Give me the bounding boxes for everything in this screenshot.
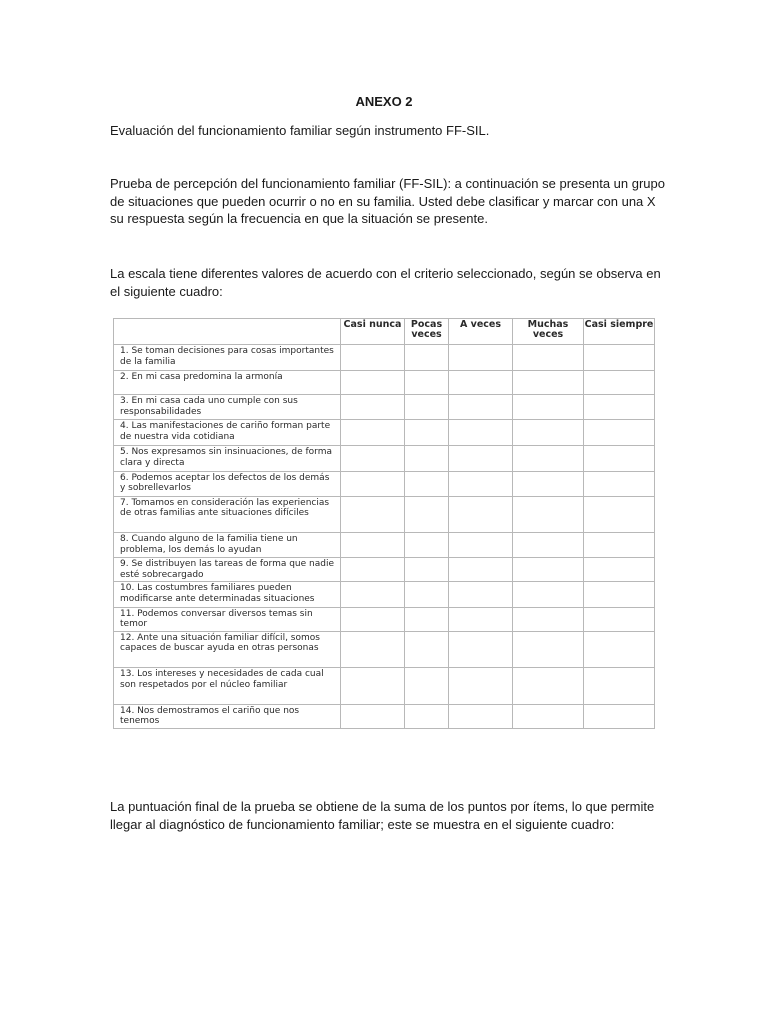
survey-item: 11. Podemos conversar diversos temas sin temor bbox=[114, 607, 341, 631]
answer-cell[interactable] bbox=[341, 668, 405, 705]
table-row bbox=[114, 345, 655, 371]
answer-cell[interactable] bbox=[405, 446, 449, 471]
column-header: Casi nunca bbox=[341, 319, 405, 345]
answer-cell[interactable] bbox=[449, 446, 513, 471]
table-row bbox=[114, 471, 655, 496]
answer-cell[interactable] bbox=[405, 345, 449, 371]
answer-cell[interactable] bbox=[449, 668, 513, 705]
survey-item: 7. Tomamos en consideración las experiencias de otras familias ante situaciones difíciles bbox=[114, 496, 341, 533]
table-header-row bbox=[114, 319, 655, 345]
answer-cell[interactable] bbox=[584, 420, 655, 446]
table-row bbox=[114, 533, 655, 558]
answer-cell[interactable] bbox=[341, 607, 405, 631]
answer-cell[interactable] bbox=[449, 420, 513, 446]
answer-cell[interactable] bbox=[405, 533, 449, 558]
answer-cell[interactable] bbox=[405, 471, 449, 496]
scale-paragraph: La escala tiene diferentes valores de acuerdo con el criterio seleccionado, según se observa en el siguiente cuadro: bbox=[110, 266, 661, 299]
answer-cell[interactable] bbox=[449, 631, 513, 668]
closing-paragraph: La puntuación final de la prueba se obtiene de la suma de los puntos por ítems, lo que permite llegar al diagnóstico de funcionamiento familiar; este se muestra en el siguiente cuadro: bbox=[110, 799, 655, 832]
answer-cell[interactable] bbox=[405, 371, 449, 395]
answer-cell[interactable] bbox=[341, 582, 405, 607]
table-row bbox=[114, 607, 655, 631]
column-header: A veces bbox=[449, 319, 513, 345]
answer-cell[interactable] bbox=[513, 558, 584, 582]
answer-cell[interactable] bbox=[341, 704, 405, 728]
survey-item: 1. Se toman decisiones para cosas importantes de la familia bbox=[114, 345, 341, 371]
answer-cell[interactable] bbox=[513, 582, 584, 607]
table-row bbox=[114, 631, 655, 668]
survey-item: 5. Nos expresamos sin insinuaciones, de forma clara y directa bbox=[114, 446, 341, 471]
survey-item: 6. Podemos aceptar los defectos de los demás y sobrellevarlos bbox=[114, 471, 341, 496]
answer-cell[interactable] bbox=[584, 607, 655, 631]
table-row bbox=[114, 395, 655, 420]
intro-paragraph: Prueba de percepción del funcionamiento familiar (FF-SIL): a continuación se presenta un grupo de situaciones que pueden ocurrir o no en su familia. Usted debe clasificar y marcar con una X su respuesta según la frecuencia en que la situación se presente. bbox=[110, 176, 665, 226]
answer-cell[interactable] bbox=[341, 420, 405, 446]
answer-cell[interactable] bbox=[405, 558, 449, 582]
page-title: ANEXO 2 bbox=[355, 94, 413, 109]
answer-cell[interactable] bbox=[405, 668, 449, 705]
answer-cell[interactable] bbox=[584, 704, 655, 728]
answer-cell[interactable] bbox=[584, 496, 655, 533]
survey-item: 2. En mi casa predomina la armonía bbox=[114, 371, 341, 395]
answer-cell[interactable] bbox=[405, 607, 449, 631]
answer-cell[interactable] bbox=[513, 631, 584, 668]
answer-cell[interactable] bbox=[449, 371, 513, 395]
column-header: Casi siempre bbox=[584, 319, 655, 345]
answer-cell[interactable] bbox=[405, 582, 449, 607]
table-row bbox=[114, 668, 655, 705]
answer-cell[interactable] bbox=[584, 631, 655, 668]
table-row bbox=[114, 420, 655, 446]
answer-cell[interactable] bbox=[513, 471, 584, 496]
table-row bbox=[114, 704, 655, 728]
answer-cell[interactable] bbox=[341, 558, 405, 582]
table-row bbox=[114, 582, 655, 607]
answer-cell[interactable] bbox=[513, 446, 584, 471]
survey-item: 13. Los intereses y necesidades de cada cual son respetados por el núcleo familiar bbox=[114, 668, 341, 705]
survey-item: 3. En mi casa cada uno cumple con sus responsabilidades bbox=[114, 395, 341, 420]
answer-cell[interactable] bbox=[513, 496, 584, 533]
ffsil-survey-table bbox=[113, 318, 655, 729]
column-header: Muchas veces bbox=[513, 319, 584, 345]
answer-cell[interactable] bbox=[513, 533, 584, 558]
survey-item: 9. Se distribuyen las tareas de forma que nadie esté sobrecargado bbox=[114, 558, 341, 582]
answer-cell[interactable] bbox=[449, 558, 513, 582]
survey-item: 10. Las costumbres familiares pueden modificarse ante determinadas situaciones bbox=[114, 582, 341, 607]
answer-cell[interactable] bbox=[449, 471, 513, 496]
answer-cell[interactable] bbox=[341, 371, 405, 395]
answer-cell[interactable] bbox=[513, 704, 584, 728]
answer-cell[interactable] bbox=[584, 471, 655, 496]
survey-item: 14. Nos demostramos el cariño que nos tenemos bbox=[114, 704, 341, 728]
table-row bbox=[114, 371, 655, 395]
answer-cell[interactable] bbox=[584, 668, 655, 705]
answer-cell[interactable] bbox=[341, 471, 405, 496]
answer-cell[interactable] bbox=[341, 631, 405, 668]
answer-cell[interactable] bbox=[513, 371, 584, 395]
answer-cell[interactable] bbox=[513, 668, 584, 705]
answer-cell[interactable] bbox=[405, 631, 449, 668]
answer-cell[interactable] bbox=[405, 496, 449, 533]
answer-cell[interactable] bbox=[513, 345, 584, 371]
answer-cell[interactable] bbox=[449, 496, 513, 533]
answer-cell[interactable] bbox=[513, 420, 584, 446]
table-row bbox=[114, 496, 655, 533]
column-header: Pocas veces bbox=[405, 319, 449, 345]
answer-cell[interactable] bbox=[405, 420, 449, 446]
answer-cell[interactable] bbox=[341, 496, 405, 533]
answer-cell[interactable] bbox=[341, 446, 405, 471]
header-blank bbox=[114, 319, 341, 345]
answer-cell[interactable] bbox=[449, 607, 513, 631]
answer-cell[interactable] bbox=[584, 446, 655, 471]
answer-cell[interactable] bbox=[405, 395, 449, 420]
answer-cell[interactable] bbox=[449, 704, 513, 728]
answer-cell[interactable] bbox=[584, 395, 655, 420]
answer-cell[interactable] bbox=[584, 345, 655, 371]
answer-cell[interactable] bbox=[405, 704, 449, 728]
table-row bbox=[114, 558, 655, 582]
answer-cell[interactable] bbox=[341, 345, 405, 371]
survey-item: 12. Ante una situación familiar difícil, somos capaces de buscar ayuda en otras personas bbox=[114, 631, 341, 668]
answer-cell[interactable] bbox=[513, 395, 584, 420]
subtitle-paragraph: Evaluación del funcionamiento familiar según instrumento FF-SIL. bbox=[110, 123, 490, 138]
survey-item: 4. Las manifestaciones de cariño forman parte de nuestra vida cotidiana bbox=[114, 420, 341, 446]
answer-cell[interactable] bbox=[449, 395, 513, 420]
answer-cell[interactable] bbox=[341, 395, 405, 420]
answer-cell[interactable] bbox=[513, 607, 584, 631]
answer-cell[interactable] bbox=[584, 371, 655, 395]
answer-cell[interactable] bbox=[449, 582, 513, 607]
survey-item: 8. Cuando alguno de la familia tiene un problema, los demás lo ayudan bbox=[114, 533, 341, 558]
table-row bbox=[114, 446, 655, 471]
answer-cell[interactable] bbox=[449, 533, 513, 558]
answer-cell[interactable] bbox=[584, 582, 655, 607]
answer-cell[interactable] bbox=[584, 558, 655, 582]
answer-cell[interactable] bbox=[341, 533, 405, 558]
answer-cell[interactable] bbox=[449, 345, 513, 371]
answer-cell[interactable] bbox=[584, 533, 655, 558]
